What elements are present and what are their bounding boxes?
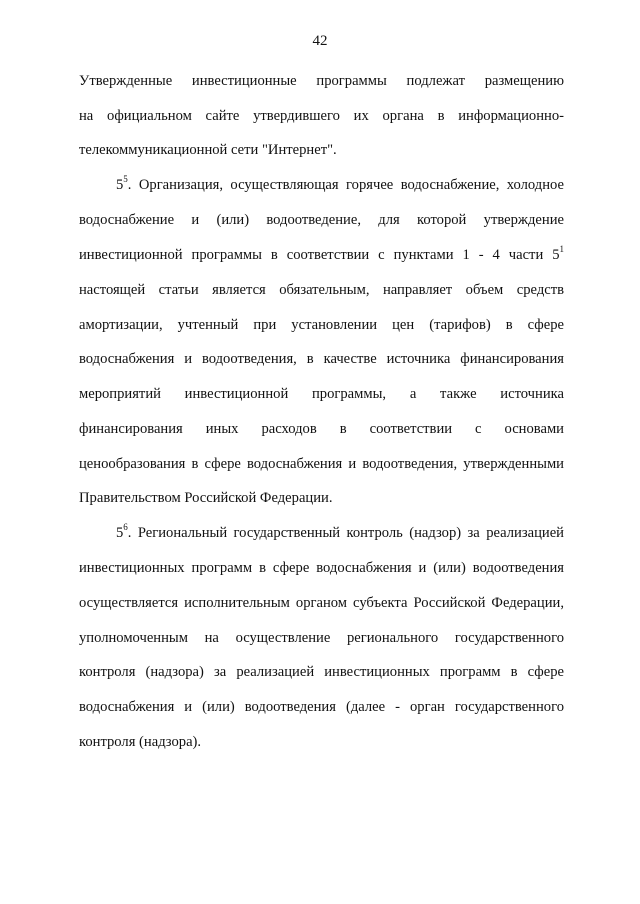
paragraph-2-line-5: амортизации, учтенный при установлении цен (тарифов) в сфере	[79, 317, 564, 333]
paragraph-3-line-2: инвестиционных программ в сфере водоснабжения и (или) водоотведения	[79, 560, 564, 576]
paragraph-2-line-7: мероприятий инвестиционной программы, а также источника	[79, 386, 564, 402]
paragraph-2-line-2: водоснабжение и (или) водоотведение, для которой утверждение	[79, 212, 564, 228]
paragraph-2-line-10: Правительством Российской Федерации.	[79, 490, 333, 506]
clause-superscript: 6	[123, 522, 128, 533]
paragraph-2-line-9: ценообразования в сфере водоснабжения и водоотведения, утвержденными	[79, 456, 564, 472]
paragraph-1-line-1: Утвержденные инвестиционные программы подлежат размещению	[79, 73, 564, 89]
paragraph-2-line-8: финансирования иных расходов в соответствии с основами	[79, 421, 564, 437]
clause-number: 5	[116, 525, 124, 541]
paragraph-2-line-1-text: . Организация, осуществляющая горячее водоснабжение, холодное	[127, 177, 564, 193]
paragraph-2-line-1	[116, 176, 564, 194]
paragraph-3-line-3: осуществляется исполнительным органом субъекта Российской Федерации,	[79, 595, 564, 611]
clause-superscript: 5	[123, 174, 128, 185]
paragraph-2-line-3	[79, 246, 564, 264]
paragraph-2-line-6: водоснабжения и водоотведения, в качестве источника финансирования	[79, 351, 564, 367]
part-superscript: 1	[559, 244, 564, 255]
paragraph-1-line-2: на официальном сайте утвердившего их органа в информационно-	[79, 108, 564, 124]
paragraph-3-line-5: контроля (надзора) за реализацией инвестиционных программ в сфере	[79, 664, 564, 680]
paragraph-3-line-7: контроля (надзора).	[79, 734, 202, 750]
paragraph-1-line-3: телекоммуникационной сети "Интернет".	[79, 142, 337, 158]
paragraph-3-line-1	[116, 524, 564, 542]
clause-number: 5	[116, 177, 124, 193]
page-number: 42	[312, 33, 328, 49]
paragraph-3-line-1-text: . Региональный государственный контроль (надзор) за реализацией	[127, 525, 564, 541]
paragraph-3-line-4: уполномоченным на осуществление регионального государственного	[79, 630, 564, 646]
paragraph-2-line-3-text: инвестиционной программы в соответствии с пунктами 1 - 4 части 5	[79, 247, 560, 263]
paragraph-3-line-6: водоснабжения и (или) водоотведения (далее - орган государственного	[79, 699, 564, 715]
paragraph-2-line-4: настоящей статьи является обязательным, направляет объем средств	[79, 282, 564, 298]
